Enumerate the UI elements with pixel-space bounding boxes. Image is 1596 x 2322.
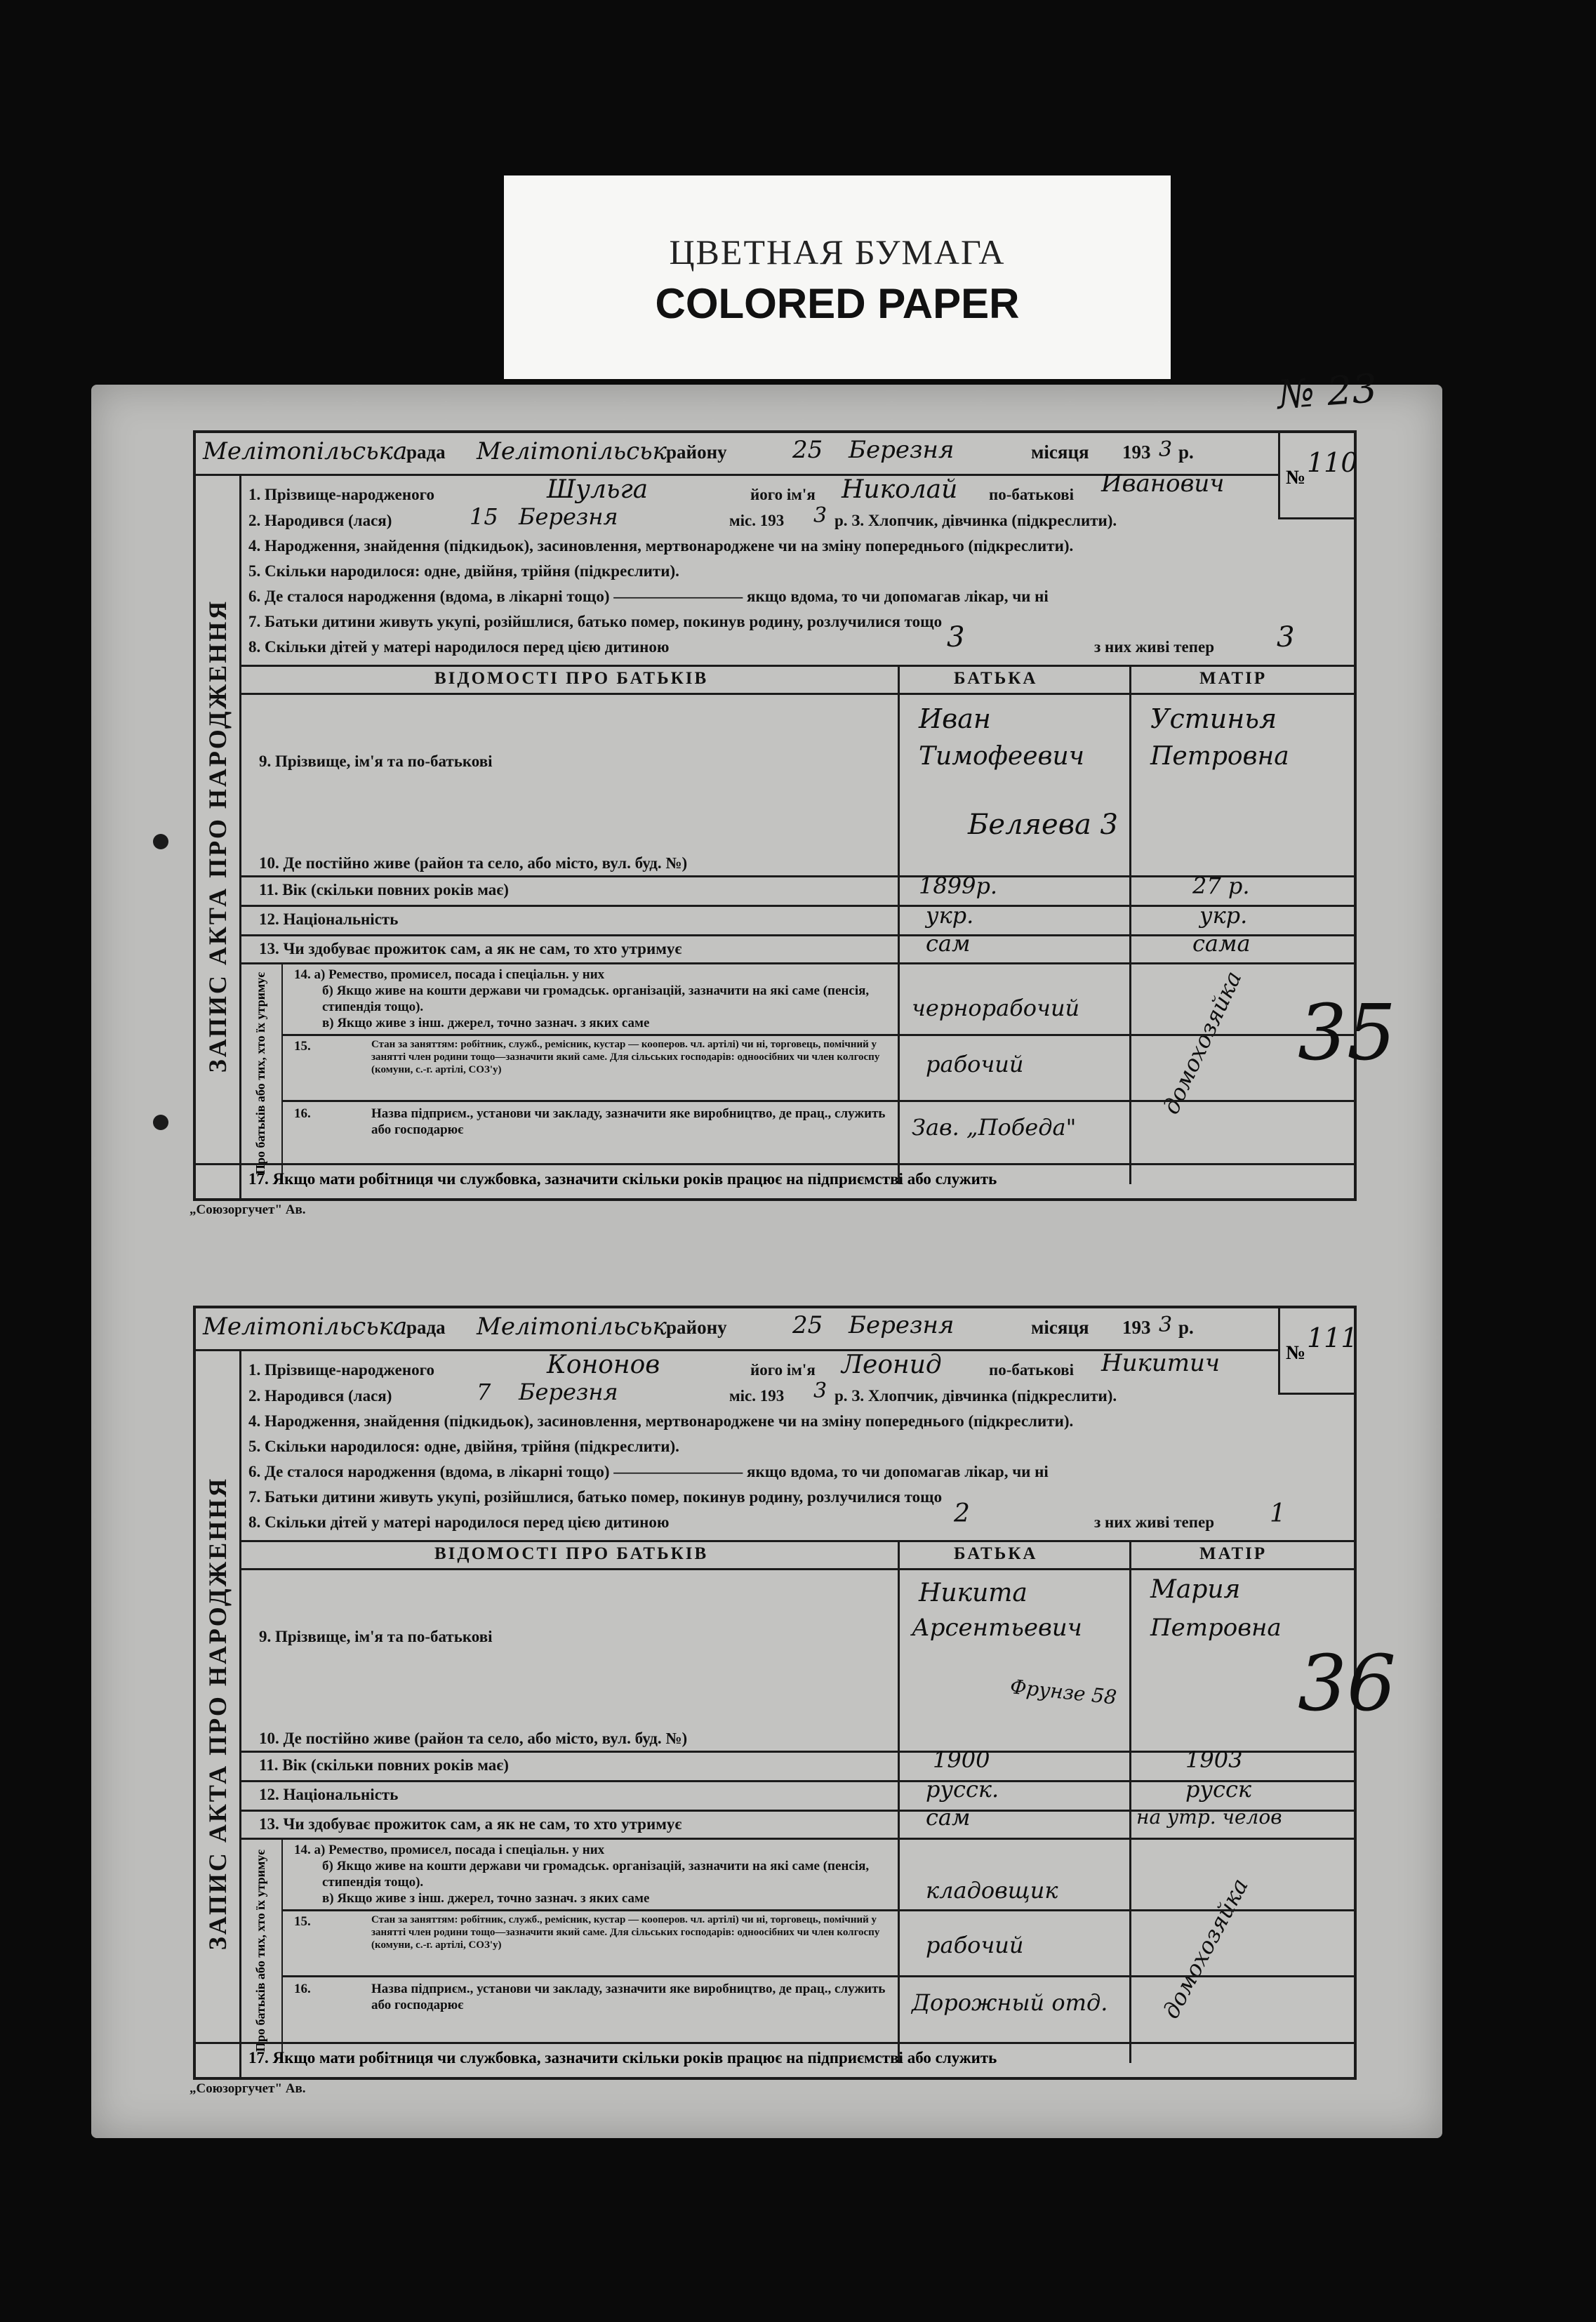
month-handwritten: Березня — [849, 1311, 955, 1339]
raion-handwritten: Мелітопільськ — [477, 437, 667, 465]
rada-handwritten: Мелітопільська — [203, 437, 408, 465]
raion-handwritten: Мелітопільськ — [477, 1313, 667, 1341]
mother-age: 1903 — [1185, 1746, 1243, 1773]
mother-trade: домохозяйка — [1157, 967, 1247, 1119]
table-header-mother: МАТІР — [1199, 669, 1268, 688]
birth-month-handwritten: Березня — [519, 503, 618, 530]
number-label: № — [1286, 1342, 1306, 1364]
line-4: 4. Народження, знайдення (підкидьок), засиновлення, мертвонароджене чи на зміну попереднього (підкреслити). — [248, 537, 1074, 555]
sub-side-column — [239, 962, 283, 1184]
mother-name-2: Петровна — [1150, 1614, 1282, 1642]
row-14: 14. а) Ремество, промисел, посада і спеціальн. у них б) Якщо живе на кошти держави чи громадськ. організацій, зазначити на які саме (пенсія, стипендія тощо). в) Якщо живе з інш. джерел, точно зазнач. з яких саме — [294, 967, 870, 1030]
birth-record-form-1 — [193, 430, 1396, 1201]
children-before-handwritten: 3 — [947, 621, 965, 654]
father-name-1: Иван — [919, 703, 991, 734]
day-handwritten: 25 — [792, 1311, 823, 1339]
name-label: його ім'я — [750, 1361, 816, 1379]
row-13-label: 13. Чи здобуває прожиток сам, а як не сам, то хто утримує — [259, 1815, 682, 1833]
father-name-2: Арсентьевич — [912, 1614, 1082, 1642]
birth-day-handwritten: 15 — [470, 503, 498, 530]
row-17-label: 17. Якщо мати робітниця чи службовка, зазначити скільки років працює на підприємстві або служить — [248, 2049, 997, 2066]
father-status: рабочий — [926, 1932, 1024, 1958]
page-number-note: № 23 — [1275, 366, 1379, 418]
father-support: сам — [926, 930, 971, 957]
line-5: 5. Скільки народилося: одне, двійня, трійня (підкреслити). — [248, 562, 679, 580]
year-suffix: р. — [1178, 1317, 1194, 1338]
record-number-box — [1278, 433, 1358, 519]
mother-name-2: Петровна — [1150, 742, 1289, 771]
number-label: № — [1286, 467, 1306, 489]
row-17-label: 17. Якщо мати робітниця чи службовка, зазначити скільки років працює на підприємстві або служить — [248, 1170, 997, 1188]
row-15-number: 15. — [294, 1914, 311, 1929]
row-15-label: Стан за заняттям: робітник, служб., ремісник, кустар — кооперов. чл. артілі) чи ні, торговець, помічний у занятті член родини тощо—зазначити який саме. Для сільських господарів: одноосібних чи член колгоспу (комуни, с.-г. артілі, СОЗ'у) — [371, 1914, 880, 1951]
children-alive-handwritten: 3 — [1277, 621, 1295, 654]
line-4: 4. Народження, знайдення (підкидьок), засиновлення, мертвонароджене чи на зміну попереднього (підкреслити). — [248, 1412, 1074, 1430]
side-title-column — [196, 1349, 241, 2077]
birth-year-digit: 3 — [813, 1379, 827, 1403]
line-6: 6. Де сталося народження (вдома, в лікарні тощо) ———————— якщо вдома, то чи допомагав лікар, чи ні — [248, 1463, 1049, 1480]
sex-label: р. З. Хлопчик, дівчинка (підкреслити). — [834, 1387, 1117, 1405]
mother-support: на утр. челов — [1136, 1805, 1282, 1829]
name-handwritten: Николай — [842, 475, 958, 504]
month-label: місяця — [1031, 442, 1089, 463]
line-7: 7. Батьки дитини живуть укупі, розійшлися, батько помер, покинув родину, розлучилися тощо — [248, 1488, 943, 1506]
label-line-russian: ЦВЕТНАЯ БУМАГА — [669, 232, 1006, 272]
line-8: 8. Скільки дітей у матері народилося перед цією дитиною — [248, 1513, 670, 1531]
row-14: 14. а) Ремество, промисел, посада і спеціальн. у них б) Якщо живе на кошти держави чи громадськ. організацій, зазначити на які саме (пенсія, стипендія тощо). в) Якщо живе з інш. джерел, точно зазнач. з яких саме — [294, 1843, 870, 1906]
line-2: 2. Народився (лася) — [248, 1387, 392, 1405]
line-7: 7. Батьки дитини живуть укупі, розійшлися, батько помер, покинув родину, розлучилися тощо — [248, 613, 943, 630]
row-16-number: 16. — [294, 1106, 311, 1121]
father-nationality: русск. — [926, 1776, 999, 1803]
colored-paper-label — [504, 175, 1171, 379]
mother-name-1: Устинья — [1150, 703, 1277, 734]
year-digit-handwritten: 3 — [1159, 437, 1173, 462]
raion-label: району — [666, 442, 727, 463]
row-15-label: Стан за заняттям: робітник, служб., ремісник, кустар — кооперов. чл. артілі) чи ні, торговець, помічний у занятті член родини тощо—зазначити який саме. Для сільських господарів: одноосібних чи член колгоспу (комуни, с.-г. артілі, СОЗ'у) — [371, 1039, 880, 1075]
sub-side-label: Про батьків або тих, хто їх утримує — [253, 971, 267, 1175]
mother-trade: домохозяйка — [1157, 1873, 1253, 2023]
press-mark: „Союзоргучет" Ав. — [189, 1202, 306, 1217]
birth-month-handwritten: Березня — [519, 1379, 618, 1405]
row-9-label: 9. Прізвище, ім'я та по-батькові — [259, 752, 493, 770]
press-mark: „Союзоргучет" Ав. — [189, 2081, 306, 2096]
alive-label: з них живі тепер — [1094, 1513, 1214, 1531]
father-age: 1899р. — [919, 873, 998, 899]
birth-record-form-2 — [193, 1306, 1396, 2080]
day-handwritten: 25 — [792, 436, 823, 464]
father-status: рабочий — [926, 1051, 1024, 1077]
table-header-mother: МАТІР — [1199, 1544, 1268, 1563]
birth-year-label: міс. 193 — [729, 512, 785, 529]
row-16-number: 16. — [294, 1982, 311, 1996]
children-alive-handwritten: 1 — [1270, 1499, 1286, 1528]
record-number: 111 — [1307, 1322, 1358, 1353]
row-11-label: 11. Вік (скільки повних років має) — [259, 1756, 509, 1774]
row-13-label: 13. Чи здобуває прожиток сам, а як не сам, то хто утримує — [259, 940, 682, 957]
table-header-info: ВІДОМОСТІ ПРО БАТЬКІВ — [434, 669, 709, 688]
year-digit-handwritten: 3 — [1159, 1313, 1173, 1337]
label-line-english: COLORED PAPER — [655, 280, 1020, 327]
stamp-number: 35 — [1298, 988, 1396, 1077]
side-title: ЗАПИС АКТА ПРО НАРОДЖЕННЯ — [204, 1476, 232, 1950]
father-age: 1900 — [933, 1746, 990, 1773]
father-nationality: укр. — [926, 902, 974, 929]
father-support: сам — [926, 1804, 971, 1831]
line-2: 2. Народився (лася) — [248, 512, 392, 529]
row-12-label: 12. Національність — [259, 1786, 399, 1803]
raion-label: району — [666, 1317, 727, 1338]
month-label: місяця — [1031, 1317, 1089, 1338]
father-workplace: Дорожный отд. — [912, 1989, 1108, 2016]
row-11-label: 11. Вік (скільки повних років має) — [259, 881, 509, 898]
sex-label: р. З. Хлопчик, дівчинка (підкреслити). — [834, 512, 1117, 529]
table-header-info: ВІДОМОСТІ ПРО БАТЬКІВ — [434, 1544, 709, 1563]
rada-handwritten: Мелітопільська — [203, 1313, 408, 1341]
alive-label: з них живі тепер — [1094, 638, 1214, 656]
name-handwritten: Леонид — [842, 1351, 942, 1379]
surname-handwritten: Кононов — [547, 1351, 660, 1379]
patronymic-handwritten: Иванович — [1101, 470, 1225, 498]
line-5: 5. Скільки народилося: одне, двійня, трійня (підкреслити). — [248, 1438, 679, 1455]
rada-label: рада — [406, 1317, 446, 1338]
row-10-label: 10. Де постійно живе (район та село, або місто, вул. буд. №) — [259, 1730, 688, 1747]
record-number: 110 — [1307, 447, 1358, 478]
row-12-label: 12. Національність — [259, 910, 399, 928]
mother-nationality: укр. — [1199, 902, 1248, 929]
row-16-label: Назва підприєм., установи чи закладу, зазначити яке виробництво, де прац., служить або господарює — [371, 1106, 886, 1137]
father-workplace: Зав. „Победа" — [912, 1114, 1077, 1141]
row-10-label: 10. Де постійно живе (район та село, або місто, вул. буд. №) — [259, 854, 688, 872]
father-trade: чернорабочий — [912, 995, 1080, 1021]
father-name-2: Тимофеевич — [919, 742, 1085, 771]
row-16-label: Назва підприєм., установи чи закладу, зазначити яке виробництво, де прац., служить або господарює — [371, 1982, 886, 2012]
document-page — [91, 366, 1442, 2138]
address-handwritten: Беляева 3 — [968, 809, 1118, 841]
form-header — [196, 1308, 1280, 1351]
mother-age: 27 р. — [1192, 873, 1250, 899]
sub-side-label: Про батьків або тих, хто їх утримує — [253, 1849, 267, 2052]
year-prefix: 193 — [1122, 1317, 1151, 1338]
father-name-1: Никита — [919, 1579, 1028, 1607]
rada-label: рада — [406, 442, 446, 463]
patronymic-label: по-батькові — [989, 486, 1074, 503]
line-1: 1. Прізвище-народженого — [248, 1361, 434, 1379]
row-9-label: 9. Прізвище, ім'я та по-батькові — [259, 1628, 493, 1645]
line-8: 8. Скільки дітей у матері народилося перед цією дитиною — [248, 638, 670, 656]
father-trade: кладовщик — [926, 1877, 1058, 1904]
mother-nationality: русск — [1185, 1776, 1251, 1803]
binder-hole — [153, 1115, 168, 1130]
sub-side-column — [239, 1838, 283, 2063]
side-title: ЗАПИС АКТА ПРО НАРОДЖЕННЯ — [204, 599, 232, 1073]
table-header-father: БАТЬКА — [954, 669, 1038, 688]
table-header-father: БАТЬКА — [954, 1544, 1038, 1563]
month-handwritten: Березня — [849, 436, 955, 464]
name-label: його ім'я — [750, 486, 816, 503]
line-1: 1. Прізвище-народженого — [248, 486, 434, 503]
side-title-column — [196, 474, 241, 1198]
year-prefix: 193 — [1122, 442, 1151, 463]
mother-name-1: Мария — [1150, 1575, 1241, 1604]
patronymic-handwritten: Никитич — [1101, 1349, 1221, 1377]
binder-hole — [153, 834, 168, 849]
birth-day-handwritten: 7 — [477, 1379, 491, 1405]
record-number-box — [1278, 1308, 1358, 1395]
year-suffix: р. — [1178, 442, 1194, 463]
row-15-number: 15. — [294, 1039, 311, 1054]
children-before-handwritten: 2 — [954, 1499, 970, 1528]
birth-year-label: міс. 193 — [729, 1387, 785, 1405]
line-6: 6. Де сталося народження (вдома, в лікарні тощо) ———————— якщо вдома, то чи допомагав лікар, чи ні — [248, 588, 1049, 605]
stamp-number: 36 — [1298, 1638, 1396, 1728]
mother-support: сама — [1192, 930, 1251, 957]
birth-year-digit: 3 — [813, 503, 827, 528]
address-handwritten: Фрунзе 58 — [1009, 1675, 1118, 1709]
patronymic-label: по-батькові — [989, 1361, 1074, 1379]
surname-handwritten: Шульга — [547, 475, 649, 504]
